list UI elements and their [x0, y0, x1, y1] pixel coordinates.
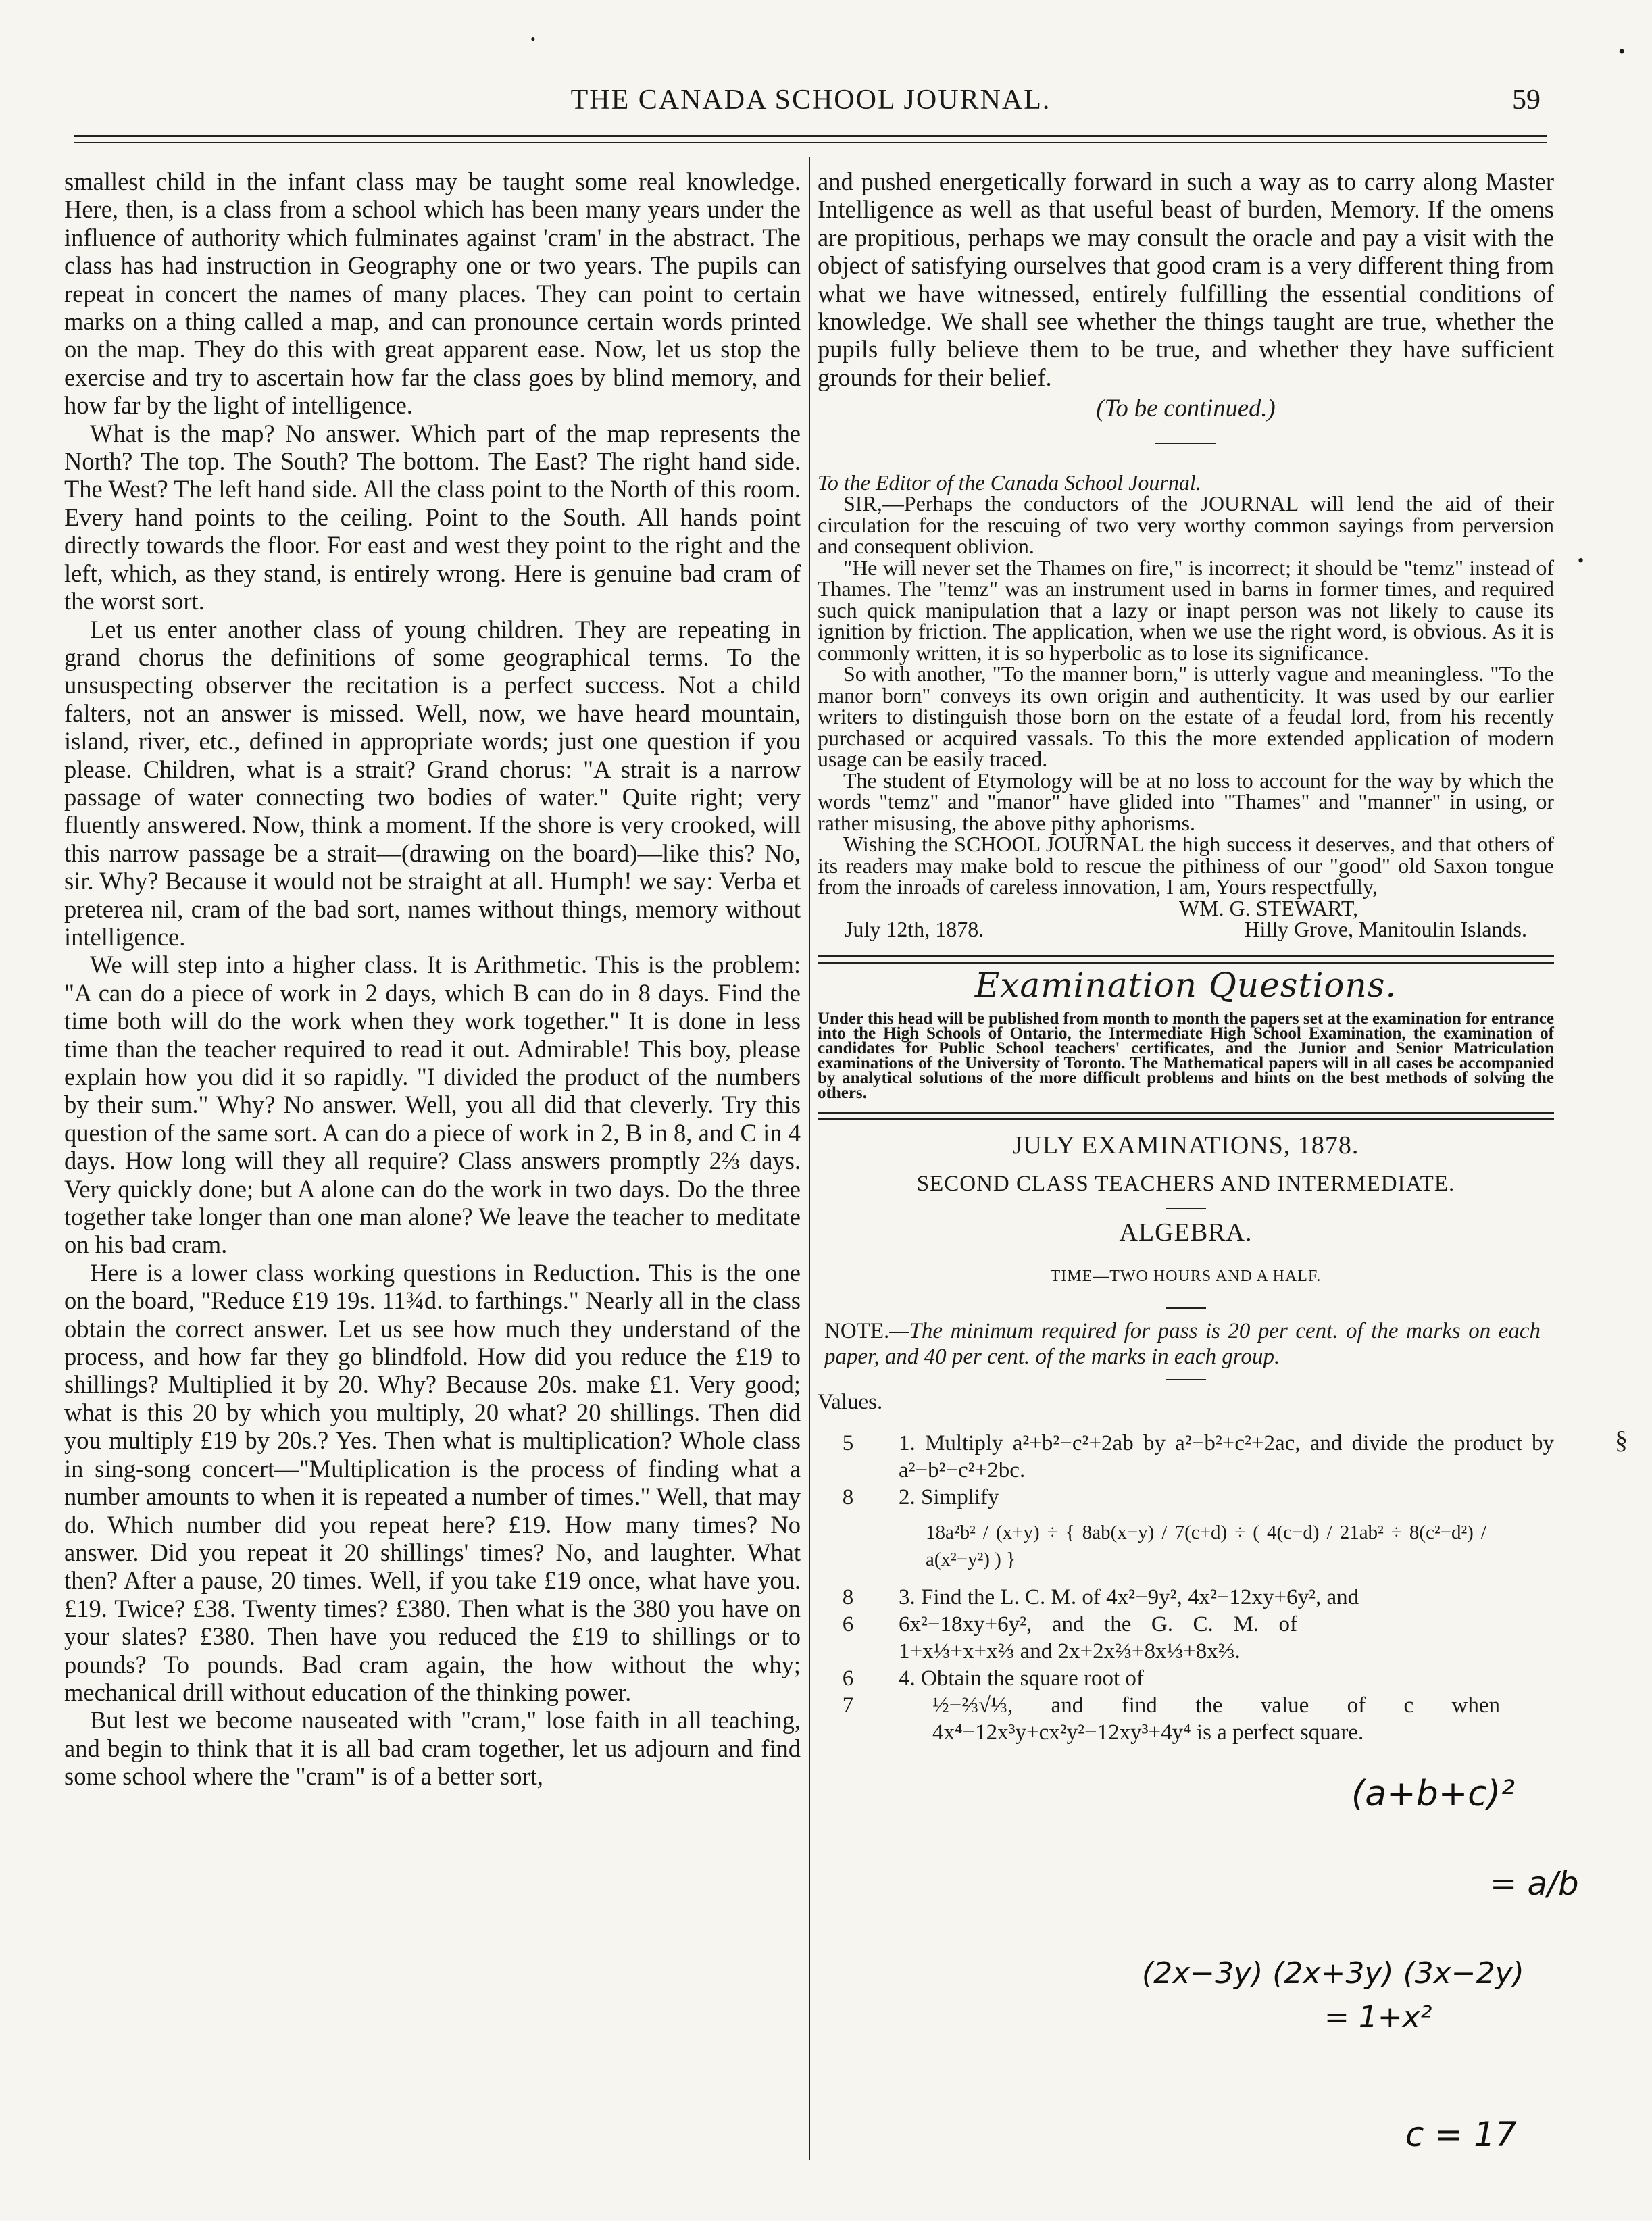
column-divider [809, 157, 810, 2160]
question-list [818, 1430, 1554, 1746]
handwritten-answer-q1: (a+b+c)² [1351, 1774, 1516, 1814]
right-column [818, 168, 1554, 1746]
question-text: 3. Find the L. C. M. of 4x²−9y², 4x²−12xy+6y², and [899, 1585, 1359, 1610]
stray-dot: • [530, 30, 536, 47]
letter-paragraph: So with another, "To the manner born," is utterly vague and meaningless. "To the manor born" conveys its own origin and authenticity. It was used by our earlier writers to distinguish those born on the estate of a feudal lord, from his recently purchased or acquired vassals. To this the more extended application of modern usage can be easily traced. [818, 662, 1554, 772]
page-number: 59 [1512, 84, 1541, 116]
exam-time: TIME—TWO HOURS AND A HALF. [1050, 1268, 1322, 1286]
question-value: 5 [842, 1431, 854, 1456]
letter-signature: WM. G. STEWART, [1178, 895, 1358, 920]
letter-paragraph: "He will never set the Thames on fire," is incorrect; it should be "temz" instead of Thames. The "temz" was an instrument used in barns in former times, and required such quick manipulation that a lazy or inapt person was not likely to cause its ignition by friction. The application, when we use the right word, is obvious. As it is commonly written, it is so hyperbolic as to lose its significance. [818, 555, 1554, 665]
question-row [818, 1665, 1554, 1692]
letter-paragraph: The student of Etymology will be at no loss to account for the way by which the words "temz" and "manor" have glided into "Thames" and "manner" in using, or rather misusing, the above pithy aphorisms. [818, 768, 1554, 835]
note-label: NOTE. [824, 1318, 890, 1343]
values-label: Values. [818, 1389, 883, 1414]
letter-paragraph: SIR,—Perhaps the conductors of the JOURNAL will lend the aid of their circulation for the rescuing of two very worthy common sayings from perversion and consequent oblivion. [818, 491, 1554, 559]
question-value: 8 [842, 1585, 854, 1610]
question-row [818, 1611, 1554, 1665]
question-value: 6 [842, 1612, 854, 1637]
question-row [818, 1430, 1554, 1484]
note-text: —The minimum required for pass is 20 per cent. of the marks on each paper, and 40 per cent. of the marks in each group. [824, 1318, 1541, 1369]
letter-heading: To the Editor of the Canada School Journal. [818, 470, 1201, 495]
exam-title: JULY EXAMINATIONS, 1878. [1012, 1131, 1359, 1160]
exam-subject: ALGEBRA. [1119, 1218, 1253, 1247]
question-value [818, 1519, 878, 1573]
stray-dot: • [1618, 41, 1626, 63]
section-title: Examination Questions. [974, 965, 1397, 1005]
header-rule-bottom [74, 142, 1547, 143]
handwritten-answer-q2: = a/b [1490, 1865, 1579, 1903]
paragraph: What is the map? No answer. Which part of the map represents the North? The top. The South? The bottom. The East? The right hand side. The West? The left hand side. All the class point to the North of this room. Every hand points to the ceiling. Point to the South. All hands point directly towards the floor. For east and west they point to the right and the left, which, as they stand, is entirely wrong. Here is genuine bad cram of the worst sort. [64, 419, 801, 616]
question-row [818, 1519, 1554, 1573]
paragraph: smallest child in the infant class may be taught some real knowledge. Here, then, is a class from a school which has been many years under the influence of authority which fulminates against 'cram' in the abstract. The class has had instruction in Geography one or two years. The pupils can repeat in concert the names of many places. They can point to certain marks on a thing called a map, and can pronounce certain words printed on the map. They do this with great apparent ease. Now, let us stop the exercise and try to ascertain how far the class goes by blind memory, and how far by the light of intelligence. [64, 168, 801, 420]
stray-dot: • [1578, 551, 1584, 570]
to-be-continued: (To be continued.) [1096, 394, 1276, 422]
question-text: ½−⅔√⅓, and find the value of c when 4x⁴−12x³y+cx²y²−12xy³+4y⁴ is a perfect square. [932, 1693, 1500, 1745]
letter [818, 472, 1554, 941]
exam-subtitle: SECOND CLASS TEACHERS AND INTERMEDIATE. [916, 1172, 1455, 1197]
header-rule-top [74, 135, 1547, 137]
short-divider [1155, 443, 1216, 444]
letter-dateline [818, 919, 1554, 941]
question-row [818, 1692, 1554, 1746]
margin-smudge: § [1615, 1426, 1628, 1455]
exam-note [818, 1318, 1554, 1370]
letter-paragraph: Wishing the SCHOOL JOURNAL the high success it deserves, and that others of its readers may make bold to rescue the pithiness of our "good" old Saxon tongue from the inroads of careless innovation, I am, Yours respectfully, [818, 832, 1554, 899]
continuation-paragraph: and pushed energetically forward in such a way as to carry along Master Intelligence as well as that useful beast of burden, Memory. If the omens are propitious, perhaps we may consult the oracle and pay a visit with the object of satisfying ourselves that good cram is a very different thing from what we have witnessed, entirely fulfilling the essential conditions of knowledge. We shall see whether the things taught are true, whether the pupils fully believe them to be true, and whether they have sufficient grounds for their belief. [818, 168, 1554, 391]
paragraph: We will step into a higher class. It is Arithmetic. This is the problem: "A can do a piece of work in 2 days, which B can do in 8 days. Find the time both will do the work when they work together." It is done in less time than the teacher required to read it out. Admirable! This boy, please explain how you did it so rapidly. "I divided the product of the numbers by their sum." Why? No answer. Well, you all did that cleverly. Try this question of the same sort. A can do a piece of work in 2, B in 8, and C in 4 days. How long will they all require? Class answers promptly 2⅔ days. Very quickly done; but A alone can do the work in two days. Do the three together take longer than one man alone? We leave the teacher to meditate on his bad cram. [64, 951, 801, 1259]
question-value: 7 [842, 1693, 854, 1718]
question-text: 4. Obtain the square root of [899, 1666, 1144, 1691]
question-formula: 18a²b² / (x+y) ÷ { 8ab(x−y) / 7(c+d) ÷ ( 4(c−d) / 21ab² ÷ 8(c²−d²) / a(x²−y²) ) } [926, 1522, 1486, 1571]
section-rule [818, 1112, 1554, 1120]
paragraph: But lest we become nauseated with "cram," lose faith in all teaching, and begin to think that it is all bad cram together, let us adjourn and find some school where the "cram" is of a better sort, [64, 1706, 801, 1791]
letter-place: Hilly Grove, Manitoulin Islands. [1244, 917, 1527, 942]
running-head [74, 81, 1547, 122]
paragraph: Here is a lower class working questions in Reduction. This is the one on the board, "Reduce £19 19s. 11¾d. to farthings." Nearly all in the class obtain the correct answer. Let us see how much they understand of the process, and how far they go blindfold. How did you reduce the £19 to shillings? Multiplied it by 20. Why? Because 20s. make £1. Very good; what is this 20 by which you multiply, 20 what? 20 shillings. Then did you multiply £19 by 20s.? Yes. Then what is multiplication? Whole class in sing-song concert—"Multiplication is the process of finding what a number amounts to when it is repeated a number of times." Well, that may do. Which number did you repeat here? £19. How many times? No answer. Did you repeat it 20 shillings' times? No, and laughter. What then? After a pause, 20 times. Well, if you take £19 once, what have you. £19. Twice? £38. Twenty times? £380. Then what is the 380 you have on your slates? £380. Then have you reduced the £19 to shillings or to pounds? To pounds. Bad cram again, the how without the why; mechanical drill without education of the thinking power. [64, 1258, 801, 1706]
question-value: 6 [842, 1666, 854, 1691]
left-column [64, 168, 801, 1791]
paragraph: Let us enter another class of young children. They are repeating in grand chorus the definitions of some geographical terms. To the unsuspecting observer the recitation is a perfect success. Not a child falters, not an answer is missed. Well, now, we have heard mountain, island, river, etc., defined in appropriate words; just one question if you please. Children, what is a strait? Grand chorus: "A strait is a narrow passage of water connecting two bodies of water." Quite right; very fluently answered. Now, think a moment. If the shore is very crooked, will this narrow passage be a strait—(drawing on the board)—like this? No, sir. Why? Because it would not be straight at all. Humph! we say: Verba et preterea nil, cram of the bad sort, names without things, memory without intelligence. [64, 615, 801, 951]
section-note: Under this head will be published from month to month the papers set at the examination for entrance into the High Schools of Ontario, the Intermediate High School Examination, the examination of candidates for Public School teachers' certificates, and the Junior and Senior Matriculation examinations of the University of Toronto. The Mathematical papers will in all cases be accompanied by analytical solutions of the more difficult problems and hints on the best methods of solving the others. [818, 1009, 1554, 1103]
question-row [818, 1484, 1554, 1511]
section-rule [818, 955, 1554, 964]
question-text: 1. Multiply a²+b²−c²+2ab by a²−b²+c²+2ac, and divide the product by a²−b²−c²+2bc. [899, 1431, 1554, 1483]
question-row [818, 1584, 1554, 1611]
short-divider [1166, 1208, 1206, 1209]
question-value: 8 [842, 1485, 854, 1510]
handwritten-answer-final: c = 17 [1405, 2115, 1517, 2154]
question-text: 6x²−18xy+6y², and the G. C. M. of 1+x⅓+x+x⅔ and 2x+2x⅔+8x⅓+8x⅔. [899, 1612, 1297, 1664]
short-divider [1166, 1379, 1206, 1380]
handwritten-answer-q4: = 1+x² [1324, 2000, 1432, 2035]
handwritten-answer-q3: (2x−3y) (2x+3y) (3x−2y) [1142, 1956, 1524, 1991]
short-divider [1166, 1307, 1206, 1309]
journal-title: THE CANADA SCHOOL JOURNAL. [570, 84, 1051, 116]
letter-date: July 12th, 1878. [845, 917, 984, 942]
question-text: 2. Simplify [899, 1485, 999, 1510]
